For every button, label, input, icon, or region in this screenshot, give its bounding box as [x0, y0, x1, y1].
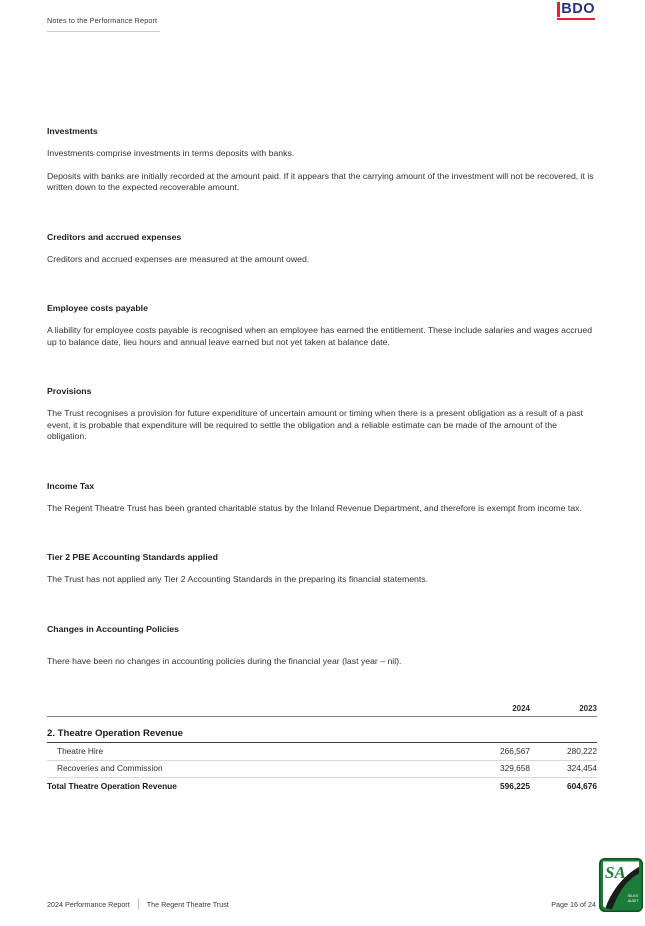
row-value-2024: 329,658 [500, 763, 530, 773]
section-heading: Employee costs payable [47, 303, 148, 313]
row-label: Theatre Hire [57, 745, 104, 756]
section-paragraph: Creditors and accrued expenses are measured at the amount owed. [47, 253, 310, 264]
section-heading: Provisions [47, 386, 92, 396]
header-title-underline [47, 31, 160, 32]
theatre-operation-revenue-table [47, 704, 597, 795]
silks-audit-logo [599, 858, 643, 912]
row-value-2024: 596,225 [500, 780, 530, 791]
audit-logo-name-line2: AUDIT [627, 899, 639, 903]
row-label: Recoveries and Commission [57, 763, 163, 773]
section-paragraph: The Trust recognises a provision for future expenditure of uncertain amount or timing when there is a present obligation as a result of a past event, it is probable that expenditure will be required to settle the obligation and a reliable estimate can be made of the amount of the obligation. [47, 408, 584, 441]
footer-left [47, 899, 229, 909]
page-number: Page 16 of 24 [551, 900, 596, 909]
section-heading: Tier 2 PBE Accounting Standards applied [47, 552, 218, 562]
footer-report-label: 2024 Performance Report [47, 899, 130, 909]
section-heading: Changes in Accounting Policies [47, 623, 179, 634]
section-investments [47, 125, 597, 194]
table-row-recoveries-commission [47, 761, 597, 779]
section-provisions [47, 385, 597, 443]
section-income-tax [47, 480, 597, 515]
table-section-title: 2. Theatre Operation Revenue [47, 727, 597, 743]
row-value-2023: 324,454 [567, 763, 597, 773]
row-value-2023: 280,222 [567, 745, 597, 756]
section-paragraph: The Trust has not applied any Tier 2 Accounting Standards in the preparing its financial statements. [47, 574, 429, 584]
section-paragraph: A liability for employee costs payable is recognised when an employee has earned the entitlement. These include salaries and wages accrued up to balance date, lieu hours and annual leave earned but not yet taken at balance date. [47, 325, 593, 347]
footer-org-name: The Regent Theatre Trust [146, 899, 229, 909]
section-creditors [47, 231, 597, 266]
notes-content [47, 125, 597, 795]
section-paragraph: Deposits with banks are initially recorded at the amount paid. If it appears that the carrying amount of the investment will not be recovered, it is written down to the expected recoverable amount. [47, 170, 594, 192]
footer-divider [138, 899, 139, 909]
audit-logo-initials: SA [605, 863, 626, 882]
audit-logo-name-line1: SILKS [627, 894, 639, 898]
row-value-2024: 266,567 [500, 745, 530, 756]
section-paragraph: There have been no changes in accounting policies during the financial year (last year – nil). [47, 655, 402, 666]
section-heading: Creditors and accrued expenses [47, 231, 182, 242]
year-column-2023: 2023 [579, 704, 597, 713]
bdo-logo-red-bar-icon [557, 2, 560, 17]
table-row-total-revenue [47, 778, 597, 795]
row-value-2023: 604,676 [567, 780, 597, 791]
section-tier2-standards [47, 551, 597, 586]
section-heading: Income Tax [47, 480, 95, 491]
section-paragraph: The Regent Theatre Trust has been granted charitable status by the Inland Revenue Department, and therefore is exempt from income tax. [47, 502, 582, 513]
page-header-title: Notes to the Performance Report [47, 16, 158, 25]
table-year-header-row [47, 704, 597, 717]
bdo-logo-text: BDO [561, 1, 595, 17]
section-accounting-policy-changes [47, 623, 597, 668]
section-employee-costs [47, 302, 597, 348]
section-paragraph: Investments comprise investments in terms deposits with banks. [47, 148, 295, 158]
row-label: Total Theatre Operation Revenue [47, 780, 177, 791]
year-column-2024: 2024 [512, 704, 530, 713]
bdo-logo [557, 2, 595, 20]
table-row-theatre-hire [47, 743, 597, 761]
section-heading: Investments [47, 126, 98, 136]
page-header [0, 0, 645, 125]
